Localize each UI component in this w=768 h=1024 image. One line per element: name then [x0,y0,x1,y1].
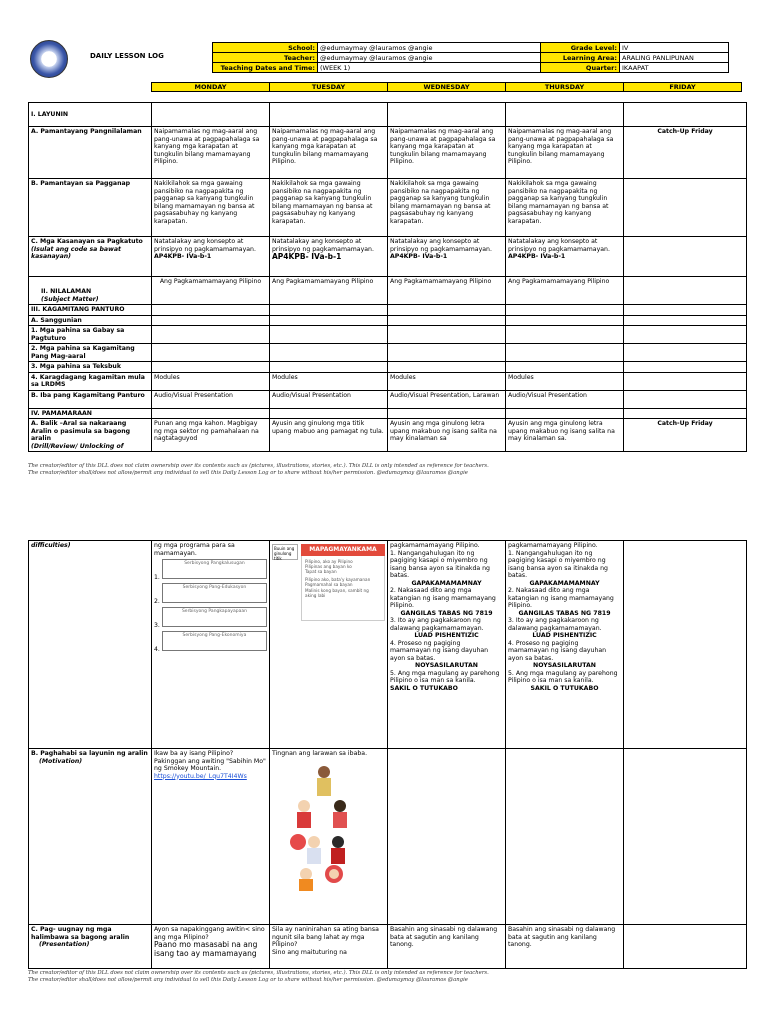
lesson-grid-page-1 [28,102,747,452]
learning-area-label: Learning Area: [541,53,620,63]
wt-5: 5. Ang mga magulang ay parehong Pilipino o isa man sa kanila. [390,669,500,684]
wt-1: 1. Nangangahulugan ito ng pagiging kasapi o miyembro ng isang bansa ayon sa itinakda ng batas. [390,549,490,579]
school-value: @edumaymay @lauramos @angie [318,43,541,53]
ans-4: NOYSASILARUTAN [415,662,478,669]
grade-level-label: Grade Level: [541,43,620,53]
song-prompt: Ikaw ba ay isang Pilipino? Pakinggan ang awiting "Sabihin Mo" ng Smokey Mountain. [154,750,266,772]
kagamitang-mag-aaral-label: 2. Mga pahina sa Kagamitang Pang Mag-aaral [29,344,152,362]
wt-a: pagkamamamayang Pilipino. [508,542,598,549]
wt-1: 1. Nangangahulugan ito ng pagiging kasapi o miyembro ng isang bansa ayon sa itinakda ng batas. [508,549,608,579]
poem-line: Malinis kong bayan, sambit ng aking labi [305,587,369,598]
ans-3: LUAD PISHENTIZIC [532,632,597,639]
footer-page-1 [28,463,489,477]
ans-3: LUAD PISHENTIZIC [414,632,479,639]
c-text: Natatalakay ang konsepto at prinsipyo ng pagkamamamayan. [390,238,492,253]
c-code: AP4KPB- IVa-b-1 [390,253,448,260]
day-monday: MONDAY [152,83,270,92]
poem-line: Tapat sa bayan [305,568,337,574]
poem-text [301,556,385,621]
pres-mon-q2: Paano mo masasabi na ang isang tao ay mamamayang [154,940,258,958]
iba-pang-kagamitan-label: B. Iba pang Kagamitang Panturo [29,390,152,408]
nil-tue: Ang Pagkamamamayang Pilipino [270,277,388,305]
hint-box: Buuin ang ginulong titik [272,544,298,560]
av-wed: Audio/Visual Presentation, Larawan [388,390,506,408]
c-text: Natatalakay ang konsepto at prinsipyo ng pagkamamamayan. [508,238,610,253]
balik-aral-cell [29,419,152,452]
a-text-thu: Naipamamalas ng mag-aaral ang pang-unawa at pagpapahalaga sa kanyang mga karapatan at tungkulin bilang mamamayang Pilipino. [506,127,624,179]
boxes-cell [152,541,270,749]
b-text-thu: Nakikilahok sa mga gawaing pansibiko na nagpapakita ng pagganap sa kanyang tungkulin bilang mamamayan ng bansa at pagsasabuhay ng kanyang karapatan. [506,179,624,237]
scrambled-title: MAPAGMAYANKAMA [301,544,385,556]
paghahabi-sub: (Motivation) [39,757,83,765]
header-info-table [212,42,729,73]
paguugnay-sub: (Presentation) [39,941,90,948]
box-education: Serbisyong Pang-Edukasyon [162,583,267,603]
gabay-label: 1. Mga pahina sa Gabay sa Pagtuturo [29,326,152,344]
wt-4: 4. Proseso ng pagiging mamamayan ng isang dayuhan ayon sa batas. [508,639,607,662]
balik-aral-label: A. Balik –Aral sa nakaraang Aralin o pasimula sa bagong aralin [31,420,131,442]
c-mon [152,237,270,277]
sanggunian-label: A. Sanggunian [29,315,152,326]
filipino-children-illustration [272,758,385,878]
grade-level-value: IV [620,43,729,53]
quarter-value: IKAAPAT [620,63,729,73]
box-num-4: 4. [154,645,160,653]
nil-mon: Ang Pagkamamamayang Pilipino [152,277,270,305]
nil-wed: Ang Pagkamamamayang Pilipino [388,277,506,305]
children-icon [284,762,364,892]
footer-line-1: The creator/editor of this DLL does not claim ownership over its contents such as (pictures, illustrations, stories, etc.). This DLL is only intended as reference for teachers. [28,970,489,976]
teacher-value: @edumaymay @lauramos @angie [318,53,541,63]
poem-line: Pilipino ako, bata'y kayamanan [305,577,371,583]
lesson-grid-page-2 [28,540,747,969]
day-tuesday: TUESDAY [270,83,388,92]
pamantayang-pangnilalaman-label: A. Pamantayang Pangnilalaman [29,127,152,179]
balik-aral-sub: (Drill/Review/ Unlocking of [31,442,124,450]
poem-line: Pilipinas ang bayan ko [305,563,352,569]
kasanayan-sub: (Isulat ang code sa bawat kasanayan) [31,245,121,260]
quarter-label: Quarter: [541,63,620,73]
presentation-wed: Basahin ang sinasabi ng dalawang bata at sagutin ang kanilang tanong. [388,925,506,969]
av-thu: Audio/Visual Presentation [506,390,624,408]
a-text-tue: Naipamamalas ng mag-aaral ang pang-unawa at pagpapahalaga sa kanyang mga karapatan at tungkulin bilang mamamayang Pilipino. [270,127,388,179]
box-health: Serbisyong Pangkalusugan [162,559,267,579]
ans-4: NOYSASILARUTAN [533,662,596,669]
poem-card [301,544,385,621]
day-thursday: THURSDAY [506,83,624,92]
paghahabi-label: B. Paghahabi sa layunin ng aralin [31,750,148,757]
box-peace: Serbisyong Pangkapayapaan [162,607,267,627]
nilalaman-sub: (Subject Matter) [41,295,99,303]
motivation-tue [270,749,388,925]
poem-graphic [272,544,385,621]
kasanayan-cell [29,237,152,277]
wt-4: 4. Proseso ng pagiging mamamayan ng isang dayuhan ayon sa batas. [390,639,489,662]
paguugnay-label: C. Pag- uugnay ng mga halimbawa sa bagong aralin [31,926,130,941]
youtube-link[interactable]: https://youtu.be/_Lqu7T4I4Ws [154,772,247,780]
ans-5: SAKIL O TUTUKABO [390,684,458,692]
av-tue: Audio/Visual Presentation [270,390,388,408]
wt-a: pagkamamamayang Pilipino. [390,542,480,549]
box-row-2 [154,581,267,605]
day-friday: FRIDAY [624,83,742,92]
scramble-thu [506,541,624,749]
learning-area-value: ARALING PANLIPUNAN [620,53,729,63]
footer-line-1: The creator/editor of this DLL does not claim ownership over its contents such as (pictures, illustrations, stories, etc.). This DLL is only intended as reference for teachers. [28,463,489,469]
nilalaman-label: II. NILALAMAN [41,288,92,295]
ans-1: GAPAKAMAMAMNAY [411,579,482,587]
ans-5: SAKIL O TUTUKABO [530,684,599,692]
teacher-label: Teacher: [213,53,318,63]
kagamitan-label: III. KAGAMITANG PANTURO [29,305,152,316]
nilalaman-cell [29,277,152,305]
balik-mon: Punan ang mga kahon. Magbigay ng mga sektor ng pamahalaan na nagtataguyod [152,419,270,452]
mon-intro: ng mga programa para sa mamamayan. [154,542,235,557]
deped-seal-icon [30,40,68,78]
pres-tue-q1: Sila ay naninirahan sa ating bansa ngunit sila bang lahat ay mga Pilipino? [272,926,379,948]
wt-3: 3. Ito ay ang pagkakaroon ng dalawang pagkamamamayan. [390,617,484,632]
wt-5: 5. Ang mga magulang ay parehong Pilipino o isa man sa kanila. [508,669,618,684]
c-text: Natatalakay ang konsepto at prinsipyo ng pagkamamamayan. [272,238,374,253]
day-header-row [151,82,742,92]
pres-tue-q2: Sino ang maituturing na [272,948,347,956]
wt-2: 2. Nakasaad dito ang mga katangian ng isang mamamayang Pilipino. [390,587,496,609]
difficulties-cell: difficulties) [29,541,152,749]
pamamaraan-label: IV. PAMAMARAAN [29,408,152,419]
modules-mon: Modules [152,372,270,390]
day-wednesday: WEDNESDAY [388,83,506,92]
c-code: AP4KPB- IVa-b-1 [272,252,342,261]
c-text: Natatalakay ang konsepto at prinsipyo ng pagkamamamayan. [154,238,256,253]
box-row-4 [154,629,267,653]
c-wed [388,237,506,277]
footer-line-2: The creator/editor shall/does not allow/permit any individual to sell this Daily Lesson Log or to share without his/her permission. @edumaymay @lauramos @angie [28,470,468,476]
footer-line-2: The creator/editor shall/does not allow/permit any individual to sell this Daily Lesson Log or to share without his/her permission. @edumaymay @lauramos @angie [28,977,468,983]
catch-up-friday-1: Catch-Up Friday [624,127,747,179]
teksbuk-label: 3. Mga pahina sa Teksbuk [29,362,152,373]
lrdms-label: 4. Karagdagang kagamitan mula sa LRDMS [29,372,152,390]
catch-up-friday-2: Catch-Up Friday [624,419,747,452]
pres-mon-q1: Ayon sa napakinggang awitin< sino ang mga Pilipino? [154,926,265,941]
paghahabi-cell [29,749,152,925]
b-text-mon: Nakikilahok sa mga gawaing pansibiko na nagpapakita ng pagganap sa kanyang tungkulin bilang mamamayan ng bansa at pagsasabuhay ng kanyang karapatan. [152,179,270,237]
presentation-mon [152,925,270,969]
document-title: DAILY LESSON LOG [90,52,164,60]
modules-tue: Modules [270,372,388,390]
box-economy: Serbisyong Pang-Ekonomiya [162,631,267,651]
pamantayan-sa-pagganap-label: B. Pamantayan sa Pagganap [29,179,152,237]
dates-value: (WEEK 1) [318,63,541,73]
box-num-3: 3. [154,621,160,629]
c-code: AP4KPB- IVa-b-1 [154,253,212,260]
layunin-heading: I. LAYUNIN [29,103,152,127]
balik-thu: Ayusin ang mga ginulong letra upang makabuo ng isang salita na may kinalaman sa. [506,419,624,452]
motivation-mon [152,749,270,925]
wt-2: 2. Nakasaad dito ang mga katangian ng isang mamamayang Pilipino. [508,587,614,609]
poem-line: Pilipino, ako ay Pilipino [305,558,353,564]
c-thu [506,237,624,277]
ans-2: GANGILAS TABAS NG 7819 [400,609,493,617]
school-label: School: [213,43,318,53]
scramble-wed [388,541,506,749]
poem-cell [270,541,388,749]
picture-prompt: Tingnan ang larawan sa ibaba. [272,750,368,757]
c-tue [270,237,388,277]
modules-wed: Modules [388,372,506,390]
ans-2: GANGILAS TABAS NG 7819 [518,609,611,617]
nil-thu: Ang Pagkamamamayang Pilipino [506,277,624,305]
presentation-thu: Basahin ang sinasabi ng dalawang bata at sagutin ang kanilang tanong. [506,925,624,969]
poem-line: Pagmamahal sa bayan [305,582,353,588]
b-text-tue: Nakikilahok sa mga gawaing pansibiko na nagpapakita ng pagganap sa kanyang tungkulin bilang mamamayan ng bansa at pagsasabuhay ng kanyang karapatan. [270,179,388,237]
balik-tue: Ayusin ang ginulong mga titik upang mabuo ang pamagat ng tula. [270,419,388,452]
ans-1: GAPAKAMAMAMNAY [529,579,600,587]
presentation-tue [270,925,388,969]
modules-thu: Modules [506,372,624,390]
c-code: AP4KPB- IVa-b-1 [508,253,566,260]
box-row-1 [154,557,267,581]
kasanayan-label: C. Mga Kasanayan sa Pagkatuto [31,238,143,245]
box-num-2: 2. [154,597,160,605]
wt-3: 3. Ito ay ang pagkakaroon ng dalawang pagkamamamayan. [508,617,602,632]
box-num-1: 1. [154,573,160,581]
a-text-wed: Naipamamalas ng mag-aaral ang pang-unawa at pagpapahalaga sa kanyang mga karapatan at tungkulin bilang mamamayang Pilipino. [388,127,506,179]
balik-wed: Ayusin ang mga ginulong letra upang makabuo ng isang salita na may kinalaman sa [388,419,506,452]
b-text-wed: Nakikilahok sa mga gawaing pansibiko na nagpapakita ng pagganap sa kanyang tungkulin bilang mamamayan ng bansa at pagsasabuhay ng kanyang karapatan. [388,179,506,237]
a-text-mon: Naipamamalas ng mag-aaral ang pang-unawa at pagpapahalaga sa kanyang mga karapatan at tungkulin bilang mamamayang Pilipino. [152,127,270,179]
dates-label: Teaching Dates and Time: [213,63,318,73]
paguugnay-cell [29,925,152,969]
footer-page-2 [28,970,489,984]
av-mon: Audio/Visual Presentation [152,390,270,408]
box-row-3 [154,605,267,629]
